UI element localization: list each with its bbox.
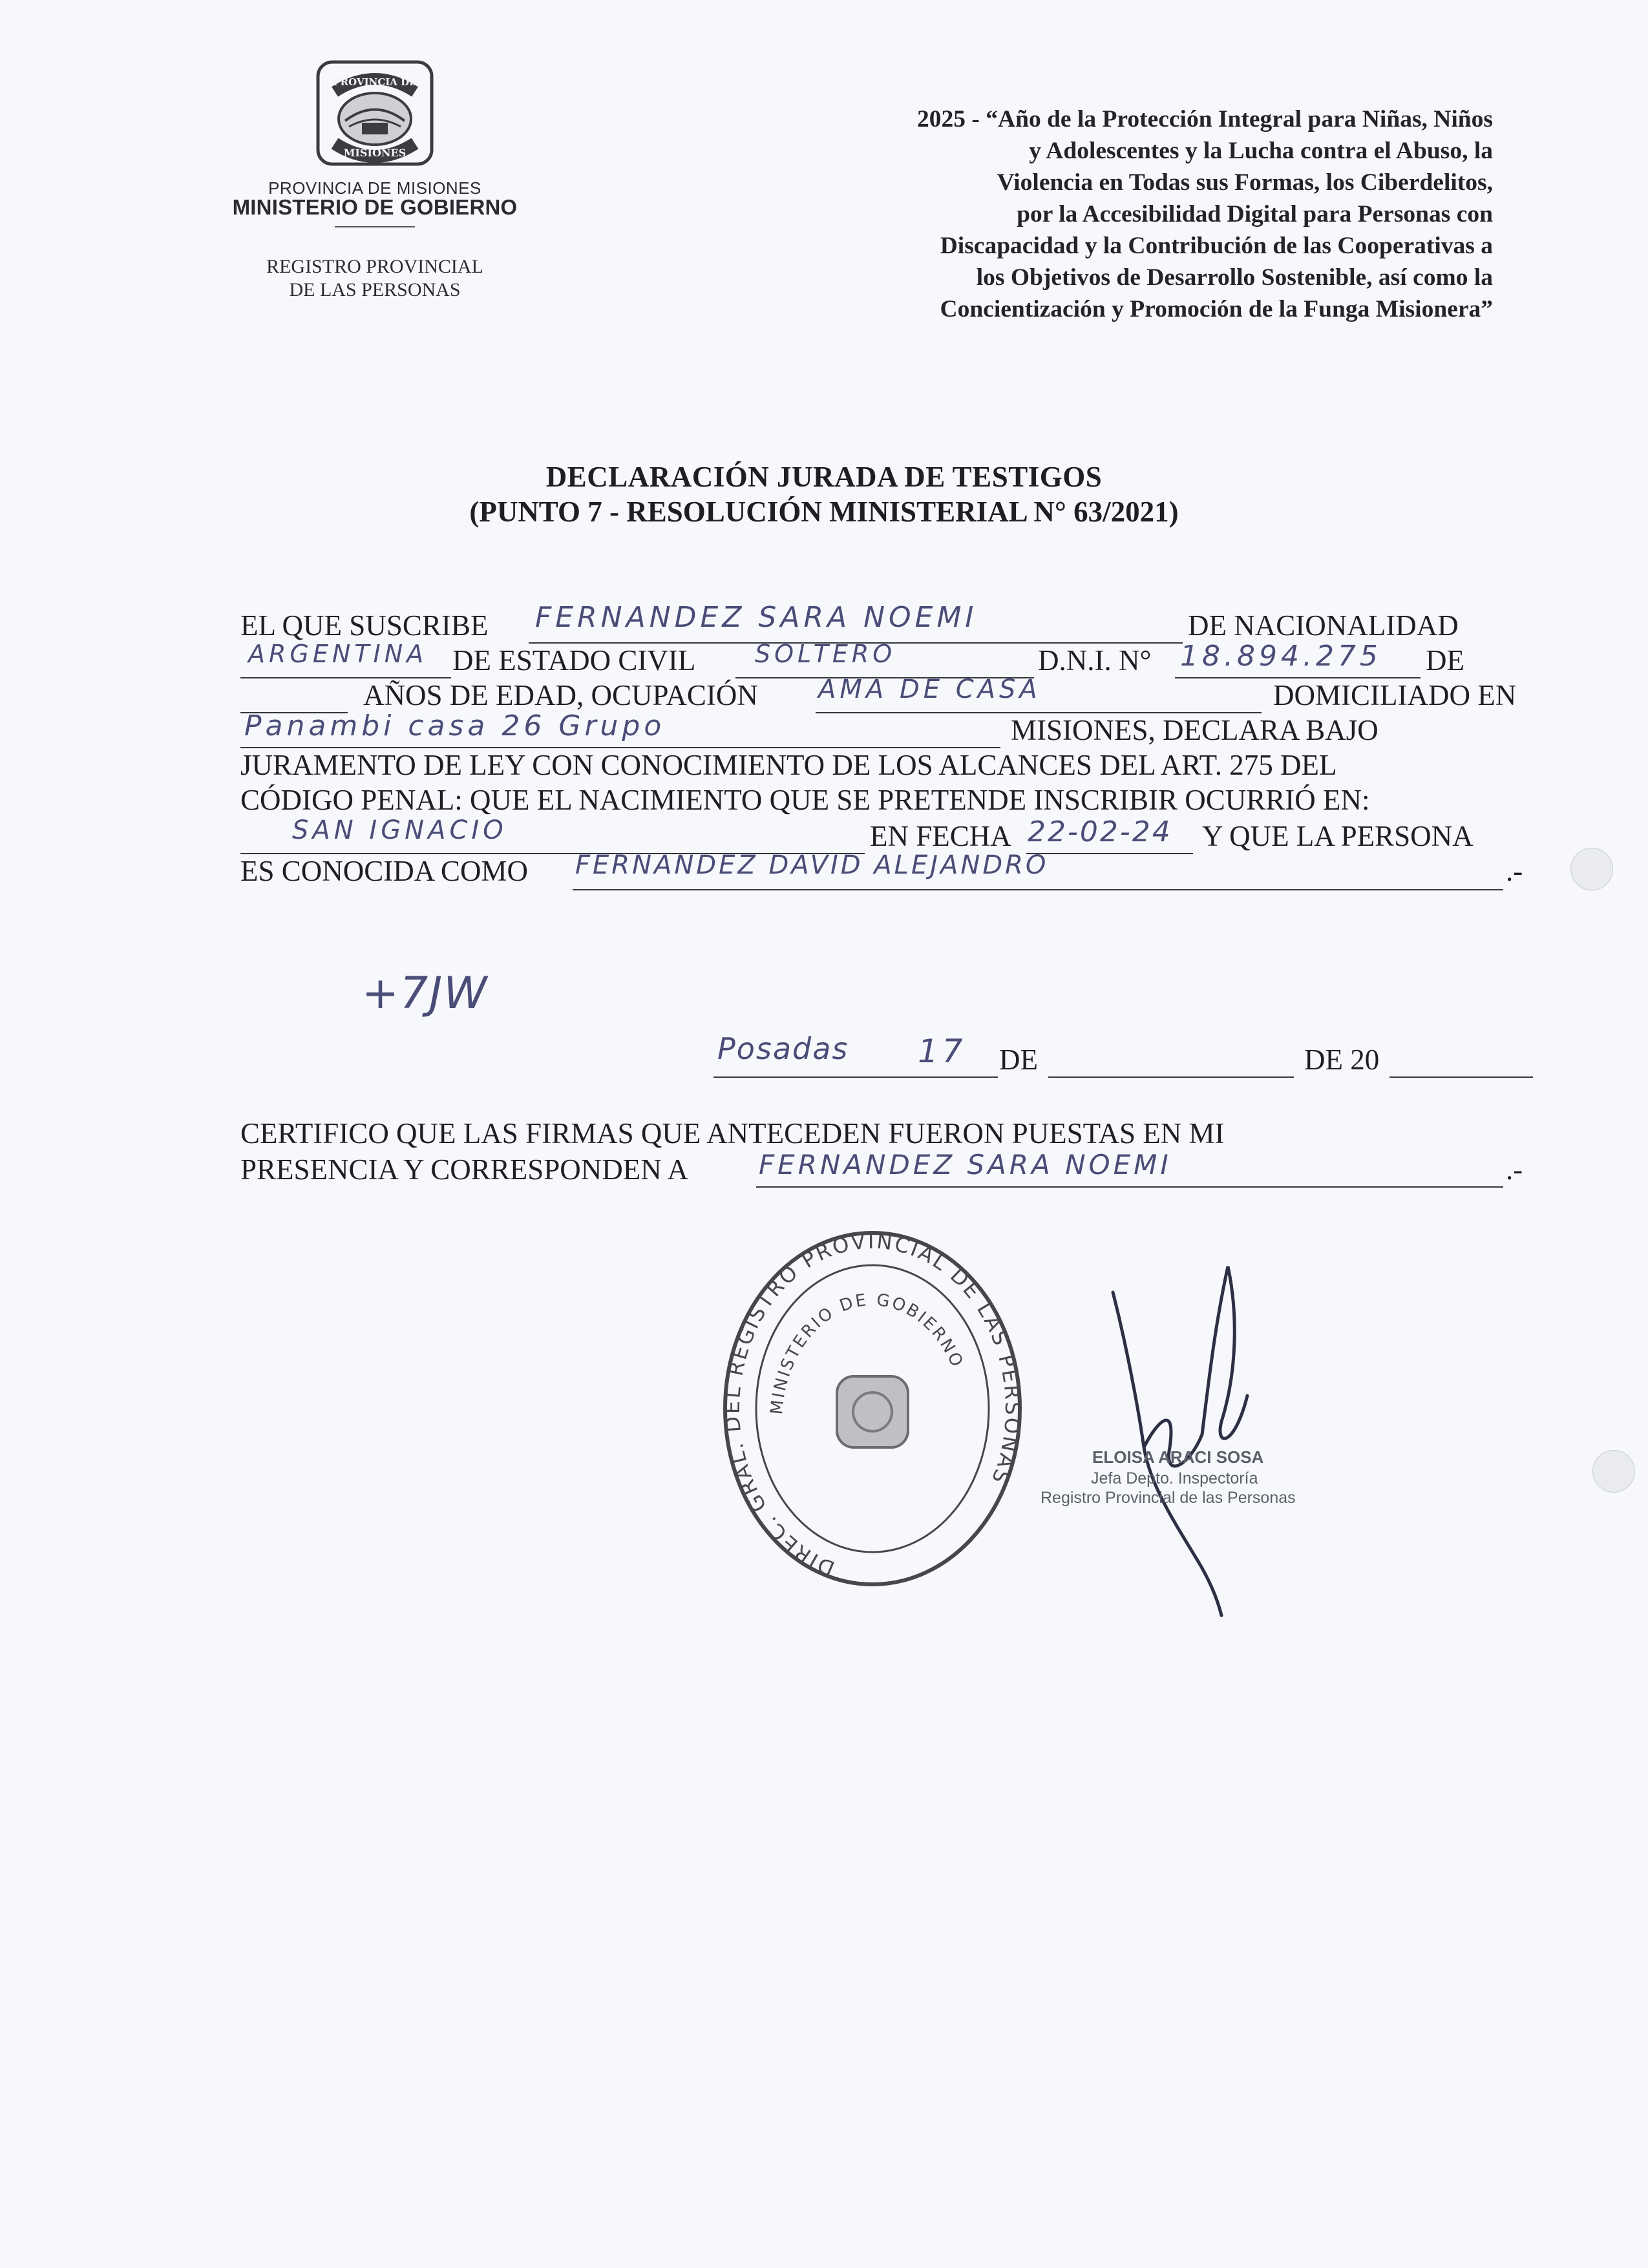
label-ocupacion: AÑOS DE EDAD, OCUPACIÓN <box>363 679 758 711</box>
handwritten-birth-date: 22-02-24 <box>1028 815 1172 848</box>
label-fecha: EN FECHA <box>870 820 1011 852</box>
handwritten-day: 17 <box>918 1033 967 1070</box>
month-underline <box>1048 1076 1294 1078</box>
header-divider <box>335 226 415 227</box>
punch-hole <box>1592 1450 1635 1493</box>
province-name: PROVINCIA DE MISIONES <box>268 178 481 198</box>
stamp-inner-text: MINISTERIO DE GOBIERNO <box>766 1290 967 1416</box>
punch-hole <box>1570 848 1613 890</box>
label-suscribe: EL QUE SUSCRIBE <box>240 609 489 642</box>
motto-line: 2025 - “Año de la Protección Integral para Niñas, Niños <box>917 106 1493 132</box>
handwritten-civil-status: SOLTERO <box>755 640 896 668</box>
birth-date-underline <box>1026 853 1193 854</box>
document-title: DECLARACIÓN JURADA DE TESTIGOS <box>545 461 1103 493</box>
label-persona: Y QUE LA PERSONA <box>1202 820 1474 852</box>
handwritten-signature <box>1099 1254 1293 1628</box>
year-motto <box>698 103 1493 325</box>
motto-line: Violencia en Todas sus Formas, los Ciberdelitos, <box>997 169 1493 196</box>
label-estado-civil: DE ESTADO CIVIL <box>452 644 696 677</box>
handwritten-birth-place: SAN IGNACIO <box>292 815 507 845</box>
seal-text-top: PROVINCIA DE <box>333 76 417 88</box>
certification-line-2: PRESENCIA Y CORRESPONDEN A <box>240 1153 689 1186</box>
penal-code-line: CÓDIGO PENAL: QUE EL NACIMIENTO QUE SE PRETENDE INSCRIBIR OCURRIÓ EN: <box>240 784 1370 816</box>
label-nacionalidad: DE NACIONALIDAD <box>1188 609 1459 642</box>
label-conocida: ES CONOCIDA COMO <box>240 855 529 887</box>
handwritten-domicile: Panambi casa 26 Grupo <box>244 709 666 742</box>
label-date-de-1: DE <box>999 1044 1038 1076</box>
handwritten-known-as: FERNANDEZ DAVID ALEJANDRO <box>575 850 1049 880</box>
signer-name: ELOISA ARACI SOSA <box>1092 1447 1264 1467</box>
registry-line-1: REGISTRO PROVINCIAL <box>266 256 483 277</box>
label-domiciliado: DOMICILIADO EN <box>1273 679 1517 711</box>
handwritten-note: +7JW <box>362 968 489 1019</box>
handwritten-occupation: AMA DE CASA <box>818 675 1041 704</box>
stamp-outer-text: DIREC. GRAL. DEL REGISTRO PROVINCIAL DE LAS PERSONAS <box>719 1228 1026 1581</box>
motto-line: los Objetivos de Desarrollo Sostenible, así como la <box>976 264 1493 291</box>
handwritten-city: Posadas <box>717 1031 849 1066</box>
motto-line: y Adolescentes y la Lucha contra el Abuso, la <box>1029 138 1493 164</box>
label-de: DE <box>1426 644 1464 677</box>
signer-role: Jefa Depto. Inspectoría <box>1091 1469 1258 1487</box>
certification-line-1: CERTIFICO QUE LAS FIRMAS QUE ANTECEDEN FUERON PUESTAS EN MI <box>240 1117 1225 1150</box>
official-stamp <box>717 1228 1028 1590</box>
label-date-de-2: DE 20 <box>1304 1044 1380 1076</box>
handwritten-nationality: ARGENTINA <box>248 640 428 668</box>
document-subtitle: (PUNTO 7 - RESOLUCIÓN MINISTERIAL N° 63/2021) <box>469 496 1179 528</box>
city-day-underline <box>713 1076 998 1078</box>
registry-line-2: DE LAS PERSONAS <box>289 279 461 300</box>
motto-line: Concientización y Promoción de la Funga Misionera” <box>940 296 1493 322</box>
handwritten-name: FERNANDEZ SARA NOEMI <box>535 601 978 634</box>
ministry-name: MINISTERIO DE GOBIERNO <box>232 195 518 219</box>
known-as-underline <box>573 889 1503 890</box>
seal-text-bottom: MISIONES <box>343 147 407 159</box>
certified-name-underline <box>756 1186 1503 1188</box>
province-seal-logo <box>315 59 434 167</box>
handwritten-certified-name: FERNANDEZ SARA NOEMI <box>759 1149 1172 1181</box>
line-end-mark: .- <box>1506 1153 1523 1186</box>
signer-organization: Registro Provincial de las Personas <box>1041 1489 1296 1507</box>
label-misiones: MISIONES, DECLARA BAJO <box>1011 714 1379 746</box>
oath-line: JURAMENTO DE LEY CON CONOCIMIENTO DE LOS ALCANCES DEL ART. 275 DEL <box>240 749 1337 781</box>
motto-line: por la Accesibilidad Digital para Personas con <box>1017 201 1493 227</box>
handwritten-dni: 18.894.275 <box>1180 640 1382 673</box>
year-underline <box>1389 1076 1533 1078</box>
line-end-mark: .- <box>1506 855 1523 887</box>
motto-line: Discapacidad y la Contribución de las Cooperativas a <box>940 233 1493 259</box>
label-dni: D.N.I. N° <box>1038 644 1152 677</box>
